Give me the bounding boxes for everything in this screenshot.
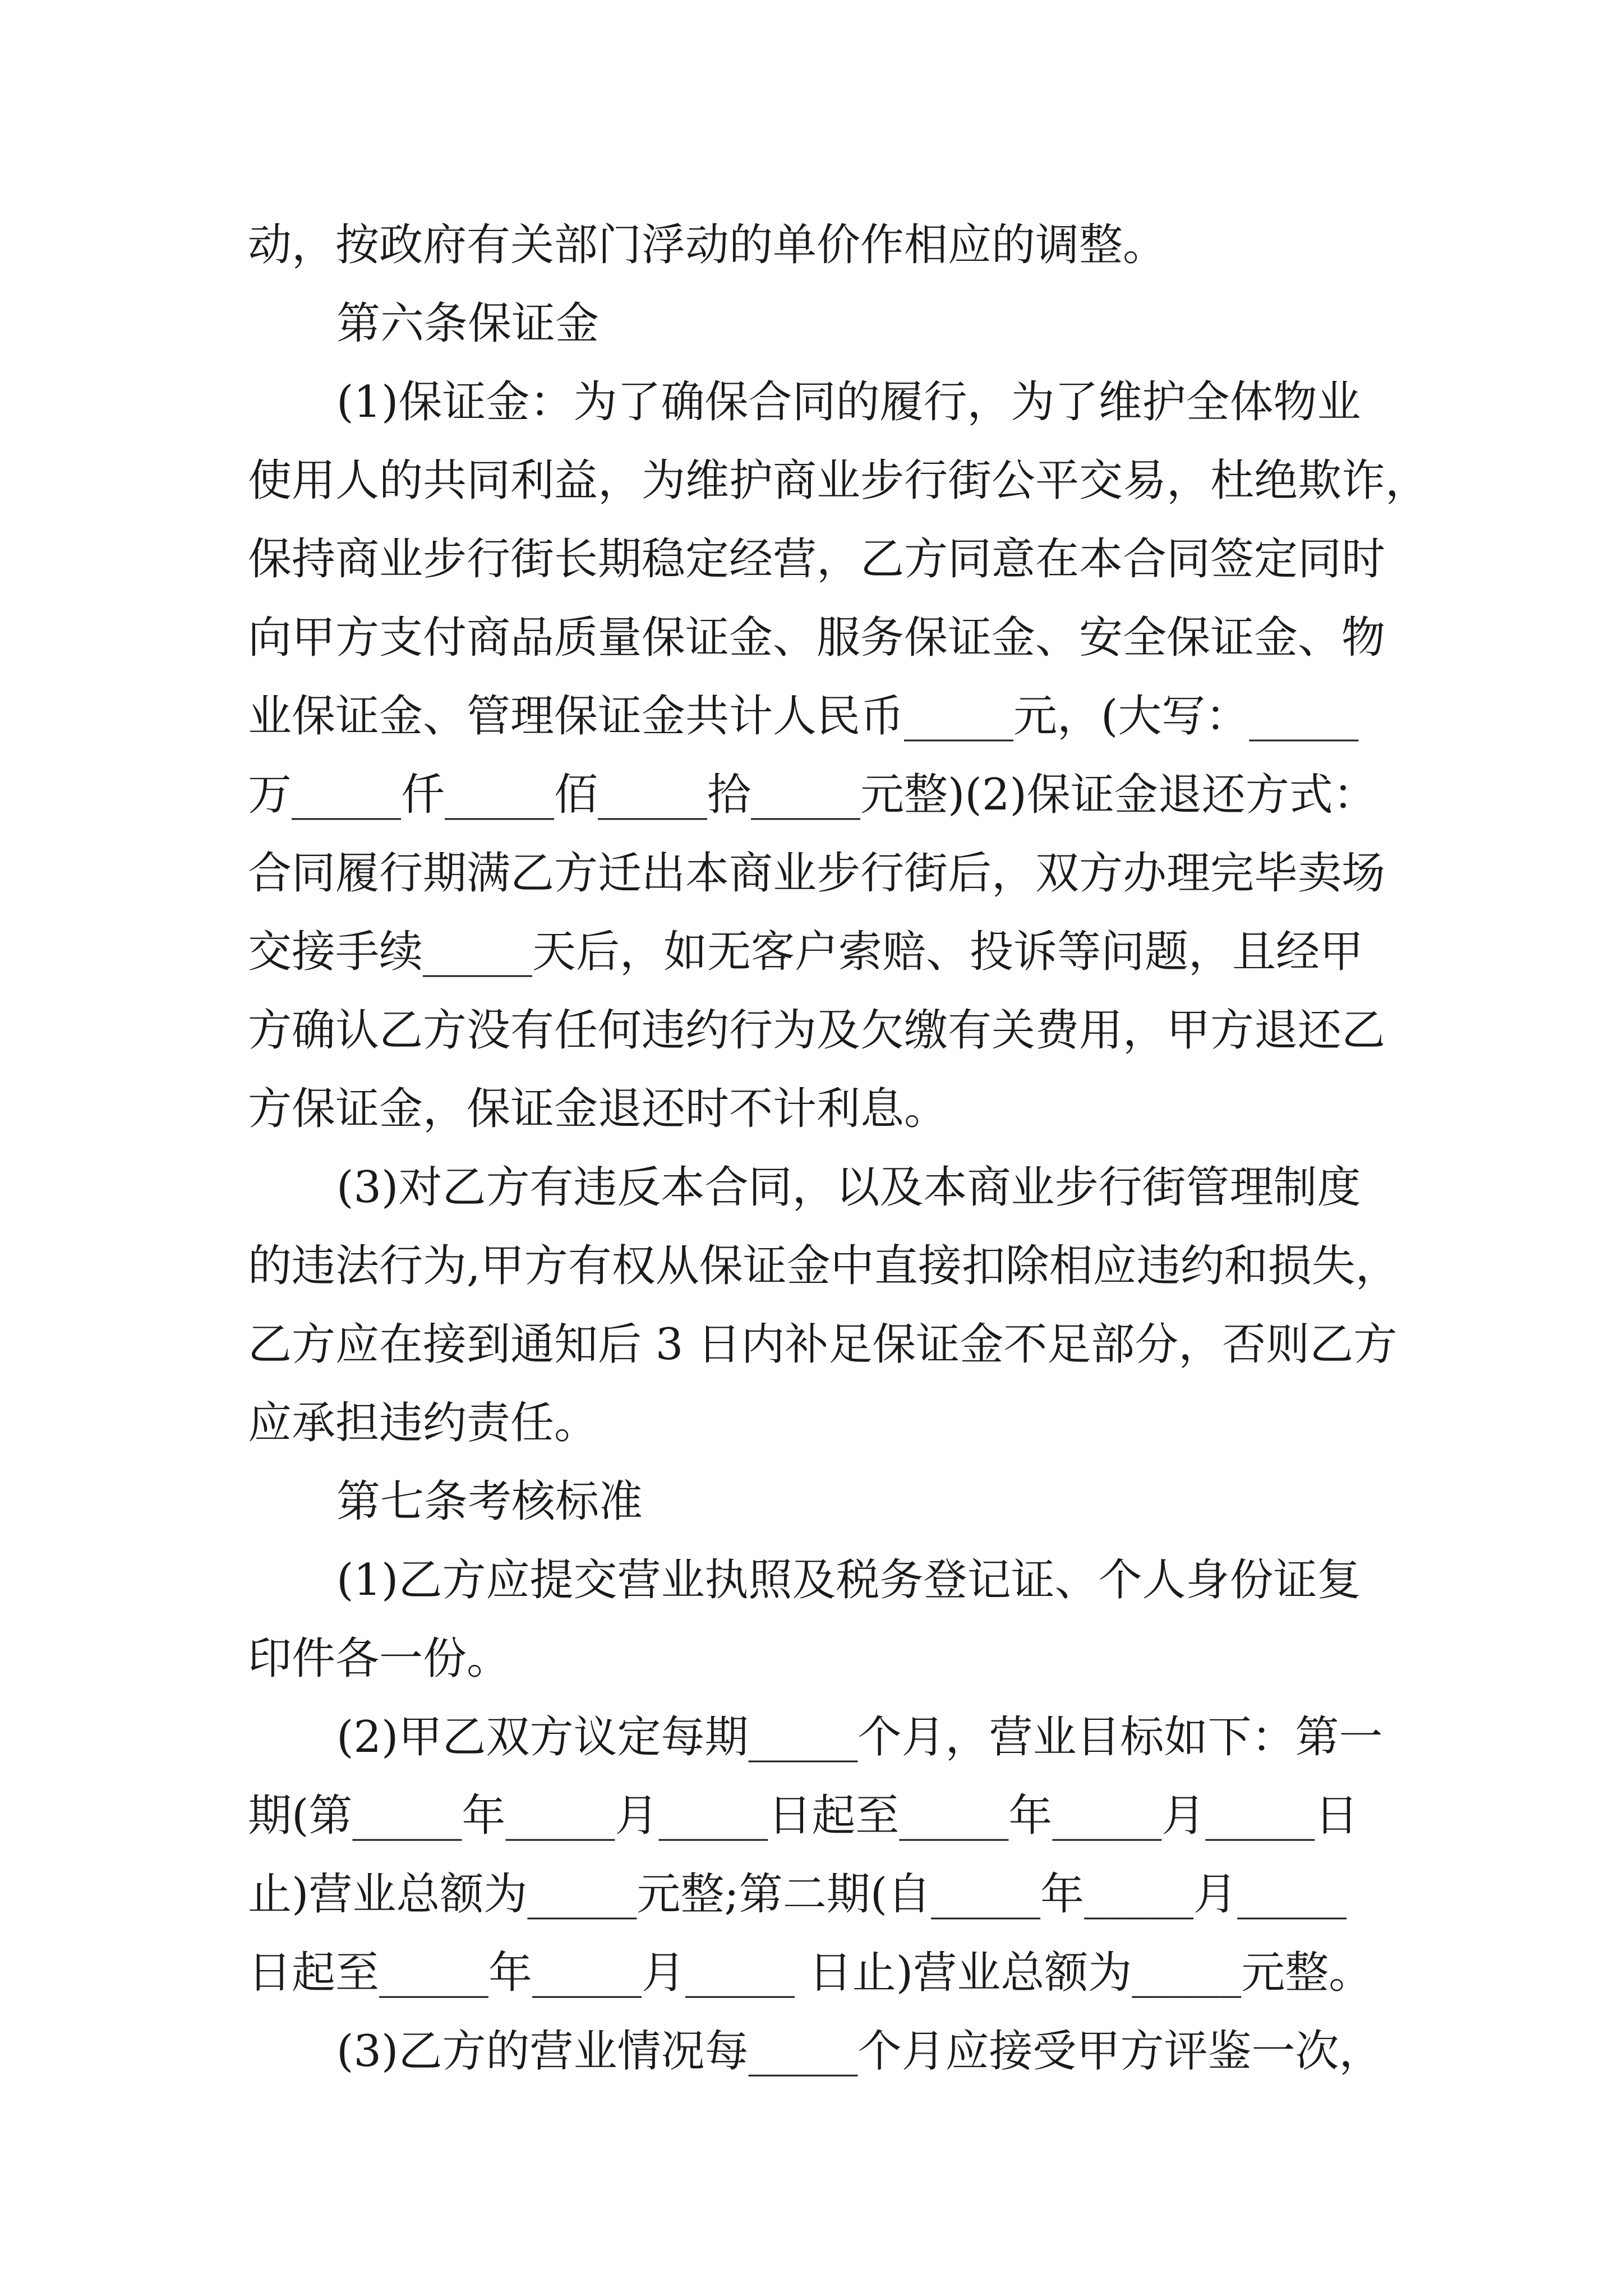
text-line: 万_____仟_____佰_____拾_____元整)(2)保证金退还方式：: [248, 770, 1377, 820]
text-line: 止)营业总额为_____元整;第二期(自_____年_____月_____: [248, 1869, 1347, 1920]
text-line: (1)保证金：为了确保合同的履行，为了维护全体物业: [336, 377, 1361, 427]
text-line: 向甲方支付商品质量保证金、服务保证金、安全保证金、物: [248, 613, 1386, 663]
text-line: 保持商业步行街长期稳定经营，乙方同意在本合同签定同时: [248, 534, 1386, 585]
text-line: 方保证金，保证金退还时不计利息。: [248, 1084, 948, 1134]
text-line: 乙方应在接到通知后 3 日内补足保证金不足部分，否则乙方: [248, 1319, 1398, 1370]
text-line: (1)乙方应提交营业执照及税务登记证、个人身份证复: [336, 1555, 1361, 1605]
text-line: 合同履行期满乙方迁出本商业步行街后，双方办理完毕卖场: [248, 848, 1386, 899]
text-line: 使用人的共同利益，为维护商业步行街公平交易，杜绝欺诈，: [248, 455, 1430, 506]
text-line: (3)乙方的营业情况每_____个月应接受甲方评鉴一次，: [336, 2026, 1383, 2077]
text-line: 期(第_____年_____月_____日起至_____年_____月_____日: [248, 1791, 1359, 1841]
text-line: 方确认乙方没有任何违约行为及欠缴有关费用，甲方退还乙: [248, 1005, 1386, 1056]
text-line: 的违法行为,甲方有权从保证金中直接扣除相应违约和损失，: [248, 1241, 1399, 1291]
text-line: (2)甲乙双方议定每期_____个月，营业目标如下：第一: [336, 1712, 1383, 1763]
text-line: 日起至_____年_____月_____ 日止)营业总额为_____元整。: [248, 1948, 1373, 1998]
text-line: 业保证金、管理保证金共计人民币_____元，(大写：_____: [248, 691, 1359, 742]
text-line: 交接手续_____天后，如无客户索赔、投诉等问题，且经甲: [248, 927, 1364, 977]
text-line: 动，按政府有关部门浮动的单价作相应的调整。: [248, 220, 1167, 270]
text-line: (3)对乙方有违反本合同，以及本商业步行街管理制度: [336, 1162, 1361, 1213]
section-heading: 第六条保证金: [336, 298, 600, 349]
section-heading: 第七条考核标准: [336, 1476, 643, 1527]
text-line: 应承担违约责任。: [248, 1398, 598, 1448]
text-line: 印件各一份。: [248, 1634, 511, 1684]
